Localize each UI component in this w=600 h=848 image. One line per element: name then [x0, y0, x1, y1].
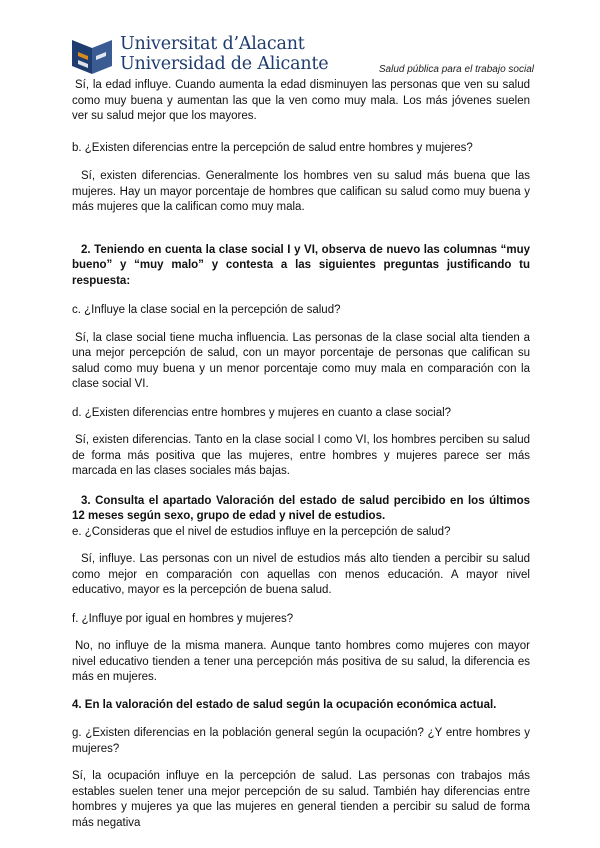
- question-g: g. ¿Existen diferencias en la población general según la ocupación? ¿Y entre hombres y mujeres?: [72, 727, 530, 755]
- header-caption: Salud pública para el trabajo social: [378, 64, 534, 75]
- section-heading-2: 2. Teniendo en cuenta la clase social I y VI, observa de nuevo las columnas “muy bueno” y “muy malo” y contesta a las siguientes preguntas justificando tu respuesta:: [72, 243, 530, 287]
- university-logo-icon: [70, 34, 114, 78]
- question-f: f. ¿Influye por igual en hombres y mujeres?: [72, 612, 294, 625]
- university-name: [120, 34, 328, 74]
- answer-e: Sí, influye. Las personas con un nivel de estudios más alto tienden a percibir su salud como mejor en comparación con aquellas con menos educación. A mayor nivel educativo, mayor es la percepción de buena salud.: [72, 553, 530, 596]
- question-c: c. ¿Influye la clase social en la percepción de salud?: [72, 304, 341, 316]
- section-heading-3: 3. Consulta el apartado Valoración del estado de salud percibido en los últimos 12 meses según sexo, grupo de edad y nivel de estudios.: [72, 494, 530, 522]
- section-heading-4: 4. En la valoración del estado de salud según la ocupación económica actual.: [72, 698, 497, 711]
- answer-f: No, no influye de la misma manera. Aunque tanto hombres como mujeres con mayor nivel educativo tienden a tener una percepción más positiva de su salud, la diferencia es más en mujeres.: [72, 640, 530, 683]
- question-b: b. ¿Existen diferencias entre la percepción de salud entre hombres y mujeres?: [72, 141, 473, 154]
- university-name-line2: Universidad de Alicante: [120, 54, 329, 74]
- answer-a: Sí, la edad influye. Cuando aumenta la edad disminuyen las personas que ven su salud como muy buena y aumentan las que la ven como muy mala. Los más jóvenes suelen ver su salud mejor que los mayores.: [72, 79, 530, 122]
- answer-g: Sí, la ocupación influye en la percepción de salud. Las personas con trabajos más estables suelen tener una mejor percepción de su salud. También hay diferencias entre hombres y mujeres ya que las mujeres en general tienden a percibir su salud de forma más negativa: [72, 770, 530, 829]
- answer-d: Sí, existen diferencias. Tanto en la clase social I como VI, los hombres perciben su salud de forma más positiva que las mujeres, entre hombres y mujeres parece ser más marcada en las clases sociales más bajas.: [72, 434, 530, 477]
- answer-b: Sí, existen diferencias. Generalmente los hombres ven su salud más buena que las mujeres. Hay un mayor porcentaje de hombres que califican su salud como muy buena y más mujeres que la califican como muy mala.: [72, 170, 530, 213]
- page-header: [70, 34, 540, 78]
- question-e: e. ¿Consideras que el nivel de estudios influye en la percepción de salud?: [72, 525, 451, 538]
- document-body: [72, 78, 530, 831]
- question-d: d. ¿Existen diferencias entre hombres y mujeres en cuanto a clase social?: [72, 406, 452, 419]
- university-name-line1: Universitat d’Alacant: [120, 34, 305, 54]
- answer-c: Sí, la clase social tiene mucha influencia. Las personas de la clase social alta tienden a una mejor percepción de salud, con un mayor porcentaje de personas que califican su salud como muy buena y un menor porcentaje como muy mala en comparación con la clase social VI.: [72, 331, 530, 390]
